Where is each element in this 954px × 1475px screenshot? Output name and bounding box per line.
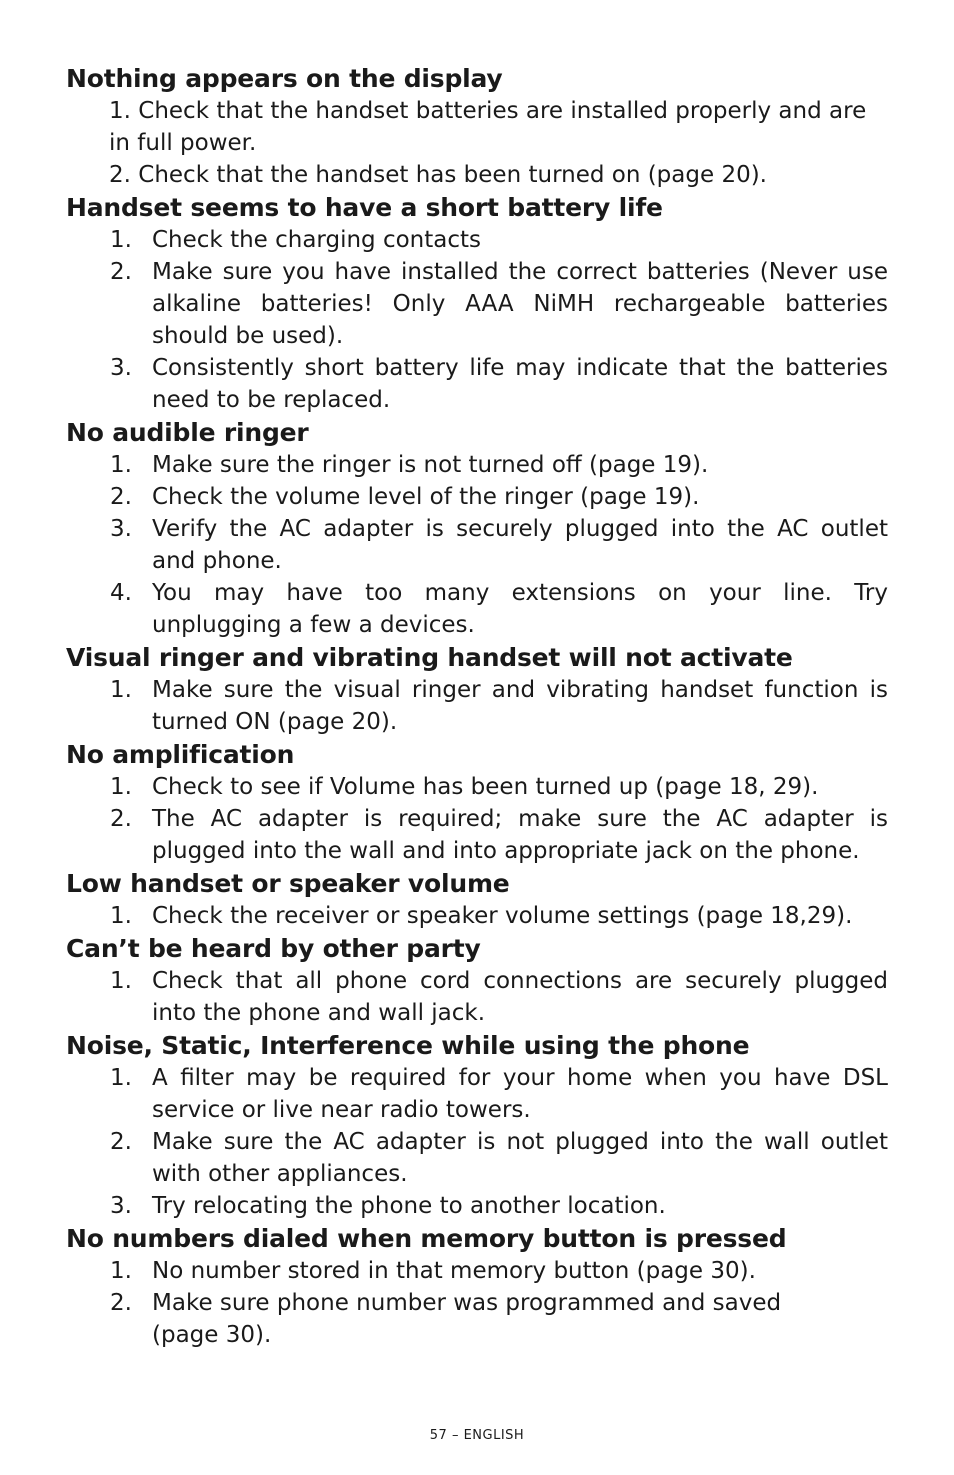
section-no-amplification (66, 738, 888, 867)
list-item (66, 449, 888, 481)
section-memory-button (66, 1222, 888, 1351)
list-item (66, 1255, 888, 1287)
list-item (66, 352, 888, 416)
list-item (66, 1126, 888, 1190)
item-text: Check that the handset batteries are installed properly and are in full power. (109, 98, 867, 156)
section-list (66, 95, 888, 191)
item-text: Make sure the visual ringer and vibrating handset function is turned ON (page 20). (152, 677, 888, 735)
item-text: Check to see if Volume has been turned up (page 18, 29). (152, 774, 819, 800)
list-item (66, 224, 888, 256)
list-item (66, 513, 888, 577)
item-number: 2. (110, 1290, 132, 1316)
troubleshooting-page (66, 62, 888, 1351)
section-list (66, 674, 888, 738)
item-text: Make sure the ringer is not turned off (page 19). (152, 452, 709, 478)
item-number: 2. (110, 1129, 132, 1155)
section-no-audible-ringer (66, 416, 888, 641)
item-text: Make sure the AC adapter is not plugged into the wall outlet with other appliances. (152, 1129, 888, 1187)
item-text: No number stored in that memory button (page 30). (152, 1258, 756, 1284)
section-list (66, 224, 888, 416)
list-item (66, 900, 888, 932)
section-heading: No numbers dialed when memory button is pressed (66, 1224, 787, 1253)
item-text: Check that the handset has been turned on (page 20). (138, 162, 767, 188)
section-list (66, 771, 888, 867)
item-text: Try relocating the phone to another location. (152, 1193, 666, 1219)
list-item (66, 95, 888, 159)
list-item (66, 577, 888, 641)
section-cant-be-heard (66, 932, 888, 1029)
section-noise-static (66, 1029, 888, 1222)
item-number: 3. (110, 516, 132, 542)
item-number: 1. (110, 452, 132, 478)
item-text: Check the volume level of the ringer (page 19). (152, 484, 700, 510)
item-text: Consistently short battery life may indicate that the batteries need to be replaced. (152, 355, 888, 413)
list-item (66, 674, 888, 738)
section-list (66, 1062, 888, 1222)
item-text: Verify the AC adapter is securely plugged into the AC outlet and phone. (152, 516, 888, 574)
page-footer: 57 – ENGLISH (429, 1428, 525, 1443)
item-text: Make sure phone number was programmed and saved (page 30). (152, 1290, 782, 1348)
section-nothing-on-display (66, 62, 888, 191)
section-list (66, 449, 888, 641)
item-number: 1. (110, 1258, 132, 1284)
list-item (66, 1190, 888, 1222)
list-item (66, 965, 888, 1029)
item-number: 4. (110, 580, 132, 606)
list-item (66, 256, 888, 352)
item-number: 2. (110, 484, 132, 510)
item-text: Make sure you have installed the correct batteries (Never use alkaline batteries! Only AAA NiMH rechargeable batteries should be used). (152, 259, 888, 349)
section-heading: Can’t be heard by other party (66, 934, 481, 963)
item-number: 2. (109, 162, 131, 188)
section-heading: Visual ringer and vibrating handset will not activate (66, 643, 793, 672)
list-item (66, 159, 888, 191)
item-text: A filter may be required for your home when you have DSL service or live near radio towers. (152, 1065, 888, 1123)
section-list (66, 965, 888, 1029)
section-heading: No audible ringer (66, 418, 309, 447)
item-text: You may have too many extensions on your line. Try unplugging a few a devices. (152, 580, 888, 638)
list-item (66, 803, 888, 867)
section-heading: Low handset or speaker volume (66, 869, 510, 898)
item-text: The AC adapter is required; make sure the AC adapter is plugged into the wall and into appropriate jack on the phone. (152, 806, 888, 864)
item-number: 1. (110, 1065, 132, 1091)
section-low-volume (66, 867, 888, 932)
list-item (66, 771, 888, 803)
section-heading: No amplification (66, 740, 295, 769)
section-heading: Nothing appears on the display (66, 64, 503, 93)
section-heading: Noise, Static, Interference while using the phone (66, 1031, 750, 1060)
item-number: 3. (110, 1193, 132, 1219)
item-text: Check the receiver or speaker volume settings (page 18,29). (152, 903, 853, 929)
section-visual-ringer (66, 641, 888, 738)
list-item (66, 1062, 888, 1126)
item-number: 1. (110, 774, 132, 800)
item-number: 1. (110, 677, 132, 703)
item-number: 1. (110, 968, 132, 994)
section-list (66, 900, 888, 932)
list-item (66, 481, 888, 513)
section-list (66, 1255, 888, 1351)
section-heading: Handset seems to have a short battery life (66, 193, 663, 222)
section-short-battery-life (66, 191, 888, 416)
item-number: 1. (109, 98, 131, 124)
item-number: 3. (110, 355, 132, 381)
item-text: Check the charging contacts (152, 227, 482, 253)
item-number: 2. (110, 806, 132, 832)
item-number: 1. (110, 903, 132, 929)
item-number: 1. (110, 227, 132, 253)
list-item (66, 1287, 888, 1351)
item-text: Check that all phone cord connections are securely plugged into the phone and wall jack. (152, 968, 888, 1026)
item-number: 2. (110, 259, 132, 285)
